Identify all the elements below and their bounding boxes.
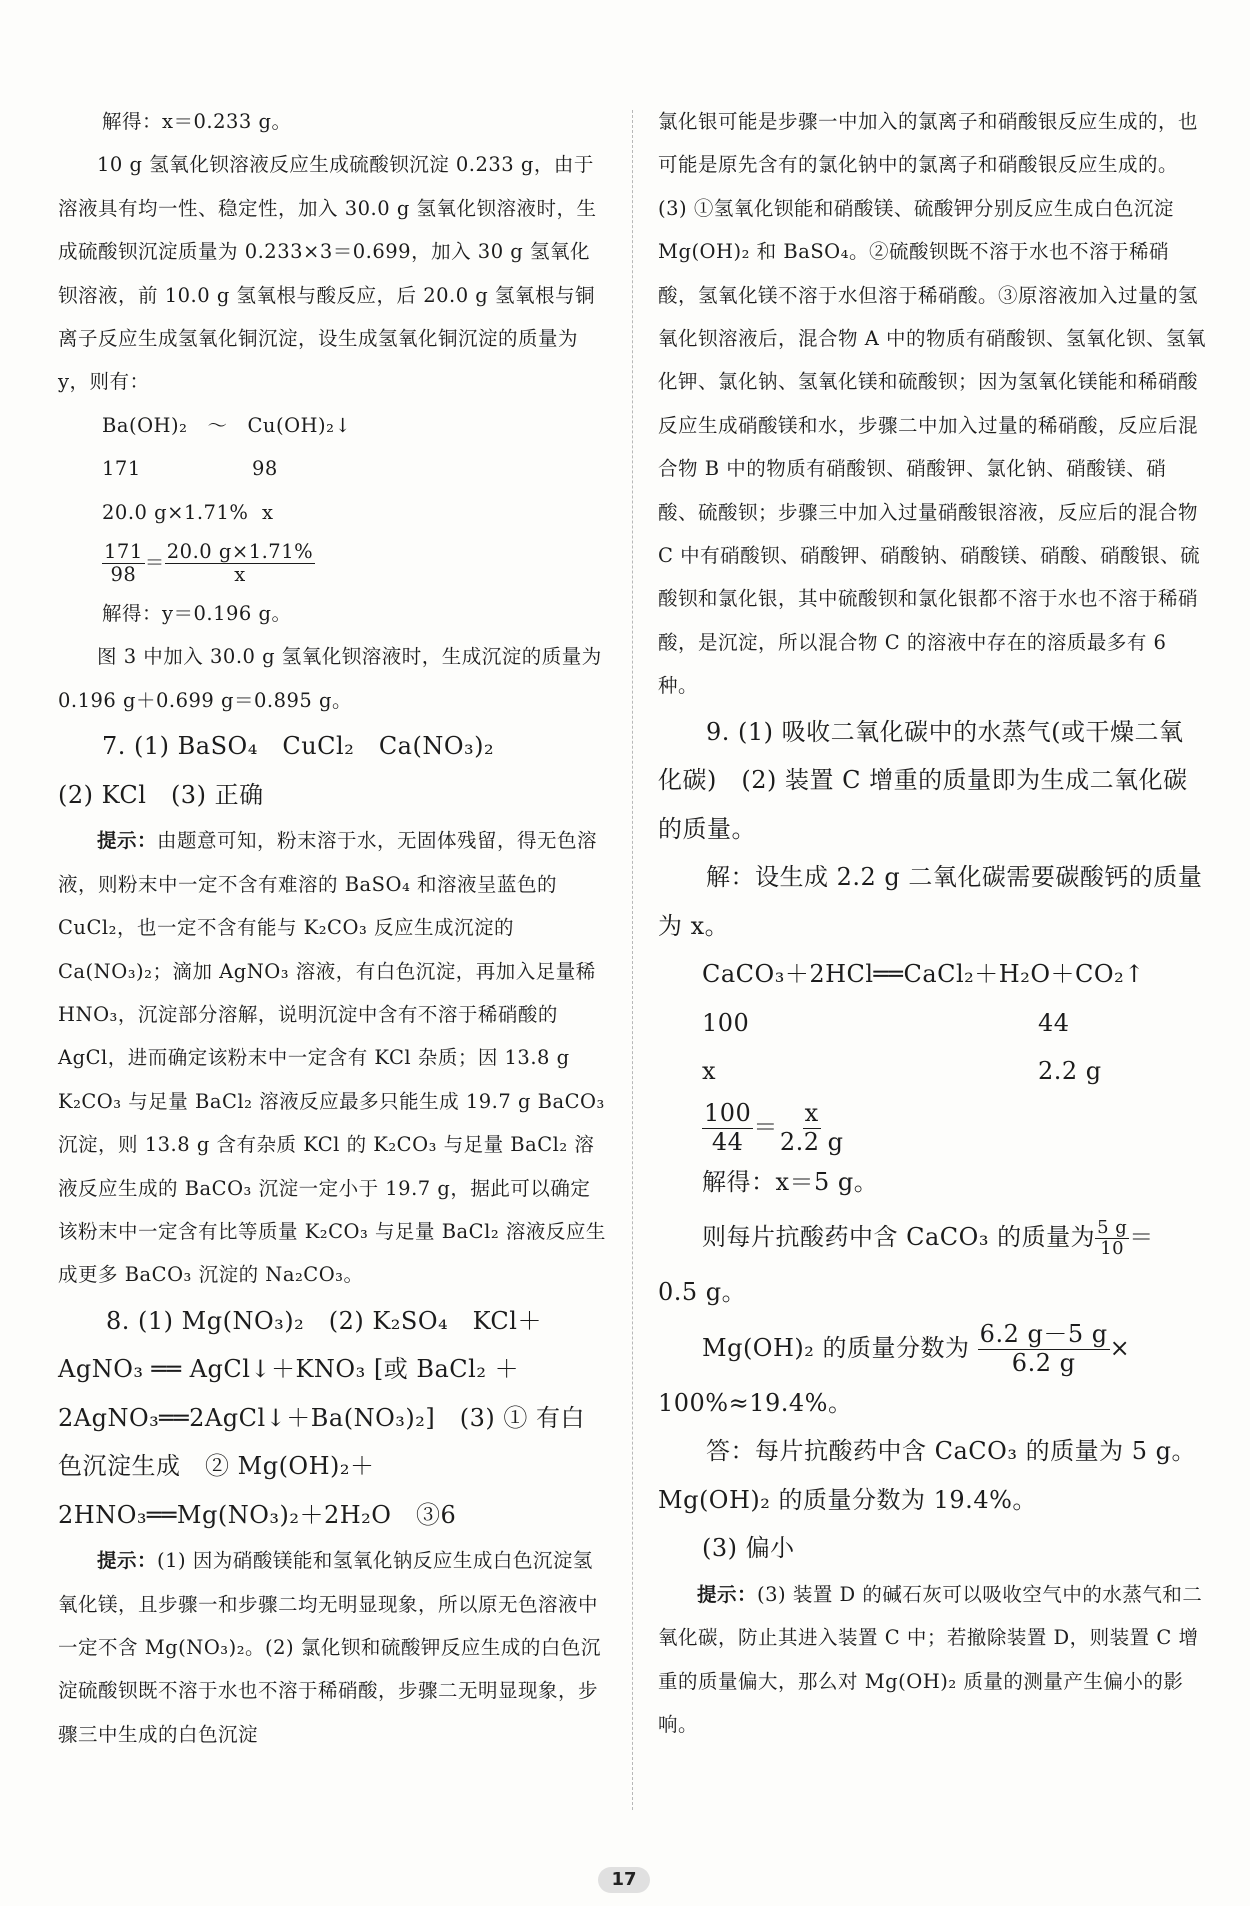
answer-statement: 答：每片抗酸药中含 CaCO₃ 的质量为 5 g。Mg(OH)₂ 的质量分数为 19.4%。 — [658, 1437, 1196, 1514]
equation-value: 20.0 g×1.71% — [102, 500, 249, 524]
hint-text: 由题意可知，粉末溶于水，无固体残留，得无色溶液，则粉末中一定不含有难溶的 BaSO₄ 和溶液呈蓝色的 CuCl₂，也一定不含有能与 K₂CO₃ 反应生成沉淀的 Ca(NO₃)₂；滴加 AgNO₃ 溶液，有白色沉淀，再加入足量稀 HNO₃，沉淀部分溶解，说明沉淀中含有不溶于稀硝酸的 AgCl，进而确定该粉末中一定含有 KCl 杂质；因 13.8 g K₂CO₃ 与足量 BaCl₂ 溶液反应最多只能生成 19.7 g BaCO₃ 沉淀，则 13.8 g 含有杂质 KCl 的 K₂CO₃ 与足量 BaCl₂ 溶液反应生成的 BaCO₃ 沉淀一定小于 19.7 g，据此可以确定该粉末中一定含有比等质量 K₂CO₃ 与足量 BaCl₂ 溶液反应生成更多 BaCO₃ 沉淀的 Na₂CO₃。 — [58, 829, 606, 1287]
paragraph: 10 g 氢氧化钡溶液反应生成硫酸钡沉淀 0.233 g，由于溶液具有均一性、稳定性，加入 30.0 g 氢氧化钡溶液时，生成硫酸钡沉淀质量为 0.233×3＝0.699，加入 30 g 氢氧化钡溶液，前 10.0 g 氢氧根与酸反应，后 20.0 g 氢氧根与铜离子反应生成氢氧化铜沉淀，设生成氢氧化铜沉淀的质量为 y，则有： — [58, 153, 597, 394]
text: 则每片抗酸药中含 CaCO₃ 的质量为 — [702, 1223, 1096, 1252]
equation-row — [58, 447, 608, 490]
solution-line: 解得：y＝0.196 g。 — [102, 602, 292, 626]
solution-line: 0.5 g。 — [658, 1278, 747, 1307]
proportion-equation — [58, 534, 608, 592]
answer-8: 8. (1) Mg(NO₃)₂ (2) K₂SO₄ KCl＋AgNO₃ ══ AgCl↓＋KNO₃ [或 BaCl₂ ＋2AgNO₃══2AgCl↓＋Ba(NO₃)₂] (3) ① 有白色沉淀生成 ② Mg(OH)₂＋2HNO₃══Mg(NO₃)₂＋2H₂O ③6 — [58, 1306, 585, 1529]
column-divider — [632, 110, 633, 1810]
equation-value: x — [262, 500, 274, 524]
numerator: 6.2 g－5 g — [979, 1320, 1108, 1349]
equation-value: 100 — [702, 1008, 750, 1037]
solution-line: 解得：x＝0.233 g。 — [102, 110, 292, 133]
answer-7-cont: (2) KCl (3) 正确 — [58, 780, 264, 809]
answer-9-3: (3) 偏小 — [702, 1534, 795, 1563]
paragraph: 图 3 中加入 30.0 g 氢氧化钡溶液时，生成沉淀的质量为 0.196 g＋0.699 g＝0.895 g。 — [58, 645, 602, 712]
numerator: 100 — [704, 1099, 752, 1128]
solution-line: 100%≈19.4%。 — [658, 1388, 853, 1417]
solution-line — [658, 1206, 1206, 1268]
numerator: x — [804, 1099, 819, 1128]
denominator: 44 — [711, 1127, 744, 1156]
fraction — [165, 541, 315, 587]
equation-row — [658, 999, 1206, 1048]
hint-9 — [658, 1573, 1206, 1747]
solution-line — [658, 1317, 1206, 1379]
hint-label: 提示： — [697, 1582, 758, 1606]
denominator: 98 — [110, 563, 137, 587]
hint-label: 提示： — [97, 1549, 158, 1573]
answer-7: 7. (1) BaSO₄ CuCl₂ Ca(NO₃)₂ — [102, 732, 495, 761]
times-sign: × — [1109, 1333, 1131, 1362]
fraction — [102, 541, 145, 587]
numerator: 20.0 g×1.71% — [166, 539, 314, 563]
equation-row — [58, 491, 608, 534]
numerator: 171 — [104, 539, 143, 563]
numerator: 5 g — [1097, 1216, 1128, 1238]
equation-value: 171 — [102, 457, 141, 481]
equation-value: 98 — [252, 457, 278, 481]
denominator: 2.2 g — [779, 1127, 844, 1156]
fraction — [978, 1321, 1110, 1377]
solution-line: 解得：x＝5 g。 — [702, 1167, 879, 1196]
hint-label: 提示： — [97, 829, 158, 853]
equation-line: CaCO₃＋2HCl══CaCl₂＋H₂O＋CO₂↑ — [702, 960, 1145, 989]
answer-9: 9. (1) 吸收二氧化碳中的水蒸气(或干燥二氧化碳) (2) 装置 C 增重的质量即为生成二氧化碳的质量。 — [658, 717, 1188, 843]
proportion-equation — [658, 1096, 1206, 1158]
equation-value: x — [702, 1057, 717, 1086]
page-number: 17 — [598, 1867, 650, 1893]
hint-text: (1) 因为硝酸镁能和氢氧化钠反应生成白色沉淀氢氧化镁，且步骤一和步骤二均无明显现象，所以原无色溶液中一定不含 Mg(NO₃)₂。(2) 氯化钡和硫酸钾反应生成的白色沉淀硫酸钡既不溶于水也不溶于稀硝酸，步骤二无明显现象，步骤三中生成的白色沉淀 — [58, 1549, 601, 1746]
equals-sign: ＝ — [1129, 1223, 1154, 1252]
left-column — [58, 100, 608, 1756]
denominator: 10 — [1100, 1238, 1125, 1260]
right-column — [658, 100, 1206, 1746]
fraction — [778, 1100, 846, 1156]
denominator: x — [234, 563, 246, 587]
hint-8 — [58, 1539, 608, 1756]
fraction — [1095, 1218, 1129, 1260]
equation-value: 2.2 g — [1038, 1057, 1102, 1086]
fraction — [702, 1100, 753, 1156]
hint-7 — [58, 819, 608, 1296]
denominator: 6.2 g — [1011, 1348, 1076, 1377]
text: Mg(OH)₂ 的质量分数为 — [702, 1333, 970, 1362]
hint-text: (3) 装置 D 的碱石灰可以吸收空气中的水蒸气和二氧化碳，防止其进入装置 C 中；若撤除装置 D，则装置 C 增重的质量偏大，那么对 Mg(OH)₂ 质量的测量产生偏小的影响。 — [658, 1582, 1203, 1736]
solution-line: 解：设生成 2.2 g 二氧化碳需要碳酸钙的质量为 x。 — [658, 863, 1203, 940]
equals-sign: ＝ — [144, 551, 165, 575]
paragraph: 氯化银可能是步骤一中加入的氯离子和硝酸银反应生成的，也可能是原先含有的氯化钠中的氯离子和硝酸银反应生成的。(3) ①氢氧化钡能和硝酸镁、硫酸钾分别反应生成白色沉淀 Mg(OH)₂ 和 BaSO₄。②硫酸钡既不溶于水也不溶于稀硝酸，氢氧化镁不溶于水但溶于稀硝酸。③原溶液加入过量的氢氧化钡溶液后，混合物 A 中的物质有硝酸钡、氢氧化钡、氢氧化钾、氯化钠、氢氧化镁和硫酸钡；因为氢氧化镁能和稀硝酸反应生成硝酸镁和水，步骤二中加入过量的稀硝酸，反应后混合物 B 中的物质有硝酸钡、硝酸钾、氯化钠、硝酸镁、硝酸、硫酸钡；步骤三中加入过量硝酸银溶液，反应后的混合物 C 中有硝酸钡、硝酸钾、硝酸钠、硝酸镁、硝酸、硝酸银、硫酸钡和氯化银，其中硫酸钡和氯化银都不溶于水也不溶于稀硝酸，是沉淀，所以混合物 C 的溶液中存在的溶质最多有 6 种。 — [658, 110, 1206, 698]
equation-value: 44 — [1038, 1008, 1070, 1037]
equals-sign: ＝ — [753, 1112, 778, 1141]
equation-line: Ba(OH)₂ ～ Cu(OH)₂↓ — [102, 413, 352, 437]
equation-row — [658, 1047, 1206, 1096]
